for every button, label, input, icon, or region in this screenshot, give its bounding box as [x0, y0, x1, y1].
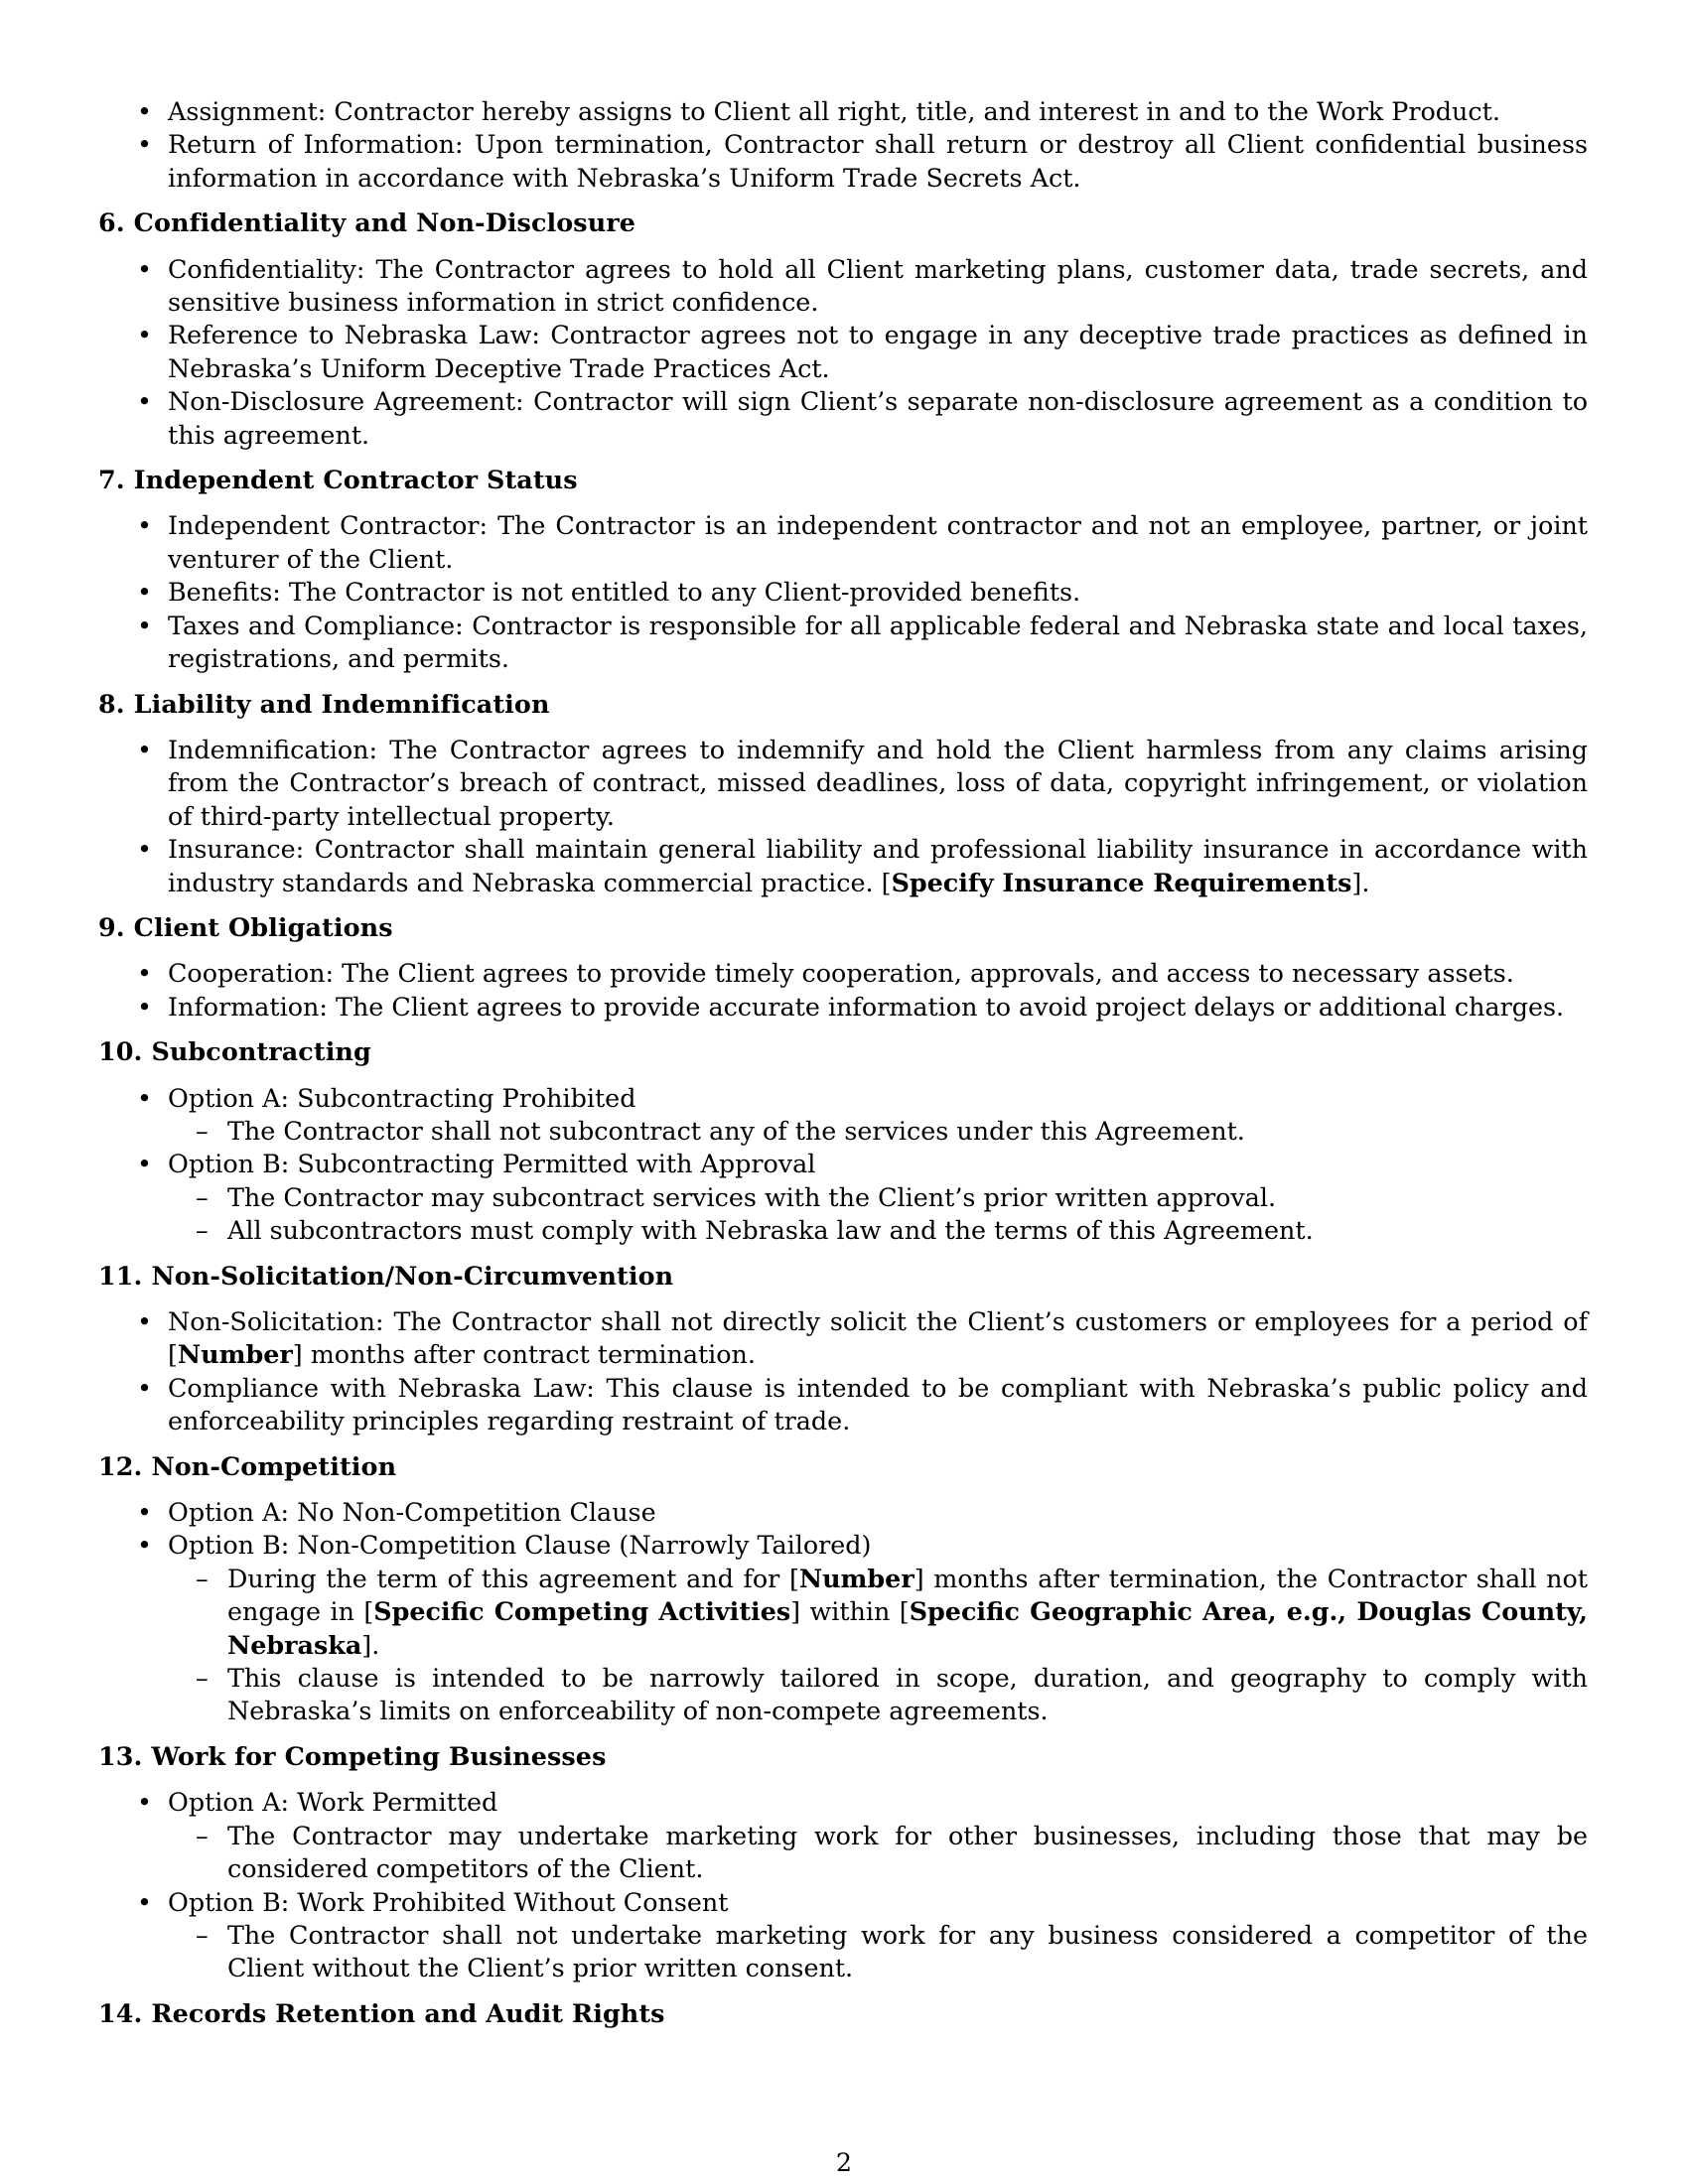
section-title: Liability and Indemnification: [133, 688, 550, 719]
section-title: Non-Competition: [151, 1450, 397, 1481]
non-solicitation-text-end: months after contract termination.: [310, 1339, 756, 1370]
section-heading-11: [98, 1260, 1588, 1293]
option-label: Option B: Non-Competition Clause (Narrowly Tailored): [168, 1530, 872, 1561]
list-item-option-b: [168, 1529, 1588, 1727]
sub-list-item: – The Contractor shall not undertake marketing work for any business considered a competitor of the Client without the Client’s prior written consent.: [227, 1919, 1588, 1985]
section-number: 13.: [98, 1740, 143, 1771]
option-label: Option A: Subcontracting Prohibited: [168, 1082, 636, 1113]
placeholder-number: Number: [798, 1563, 914, 1593]
placeholder-insurance: Specify Insurance Requirements: [891, 867, 1352, 897]
section-heading-12: [98, 1450, 1588, 1483]
sub-list: [168, 1181, 1588, 1248]
list-item-insurance: • Insurance: Contractor shall maintain general liability and professional liability insurance in accordance with industry standards and Nebraska commercial practice. [Specify Insurance Requirements].: [168, 833, 1588, 899]
section-number: 6.: [98, 207, 125, 238]
sub-list-item: – This clause is intended to be narrowly tailored in scope, duration, and geography to comply with Nebraska’s limits on enforceability of non-compete agreements.: [227, 1662, 1588, 1728]
list-item: • Indemnification: The Contractor agrees to indemnify and hold the Client harmless from any claims arising from the Contractor’s breach of contract, missed deadlines, loss of data, copyright infringement, or violation of third-party intellectual property.: [168, 734, 1588, 833]
list-item: • Return of Information: Upon termination, Contractor shall return or destroy all Client confidential business information in accordance with Nebraska’s Uniform Trade Secrets Act.: [168, 128, 1588, 195]
section-6-list: [98, 253, 1588, 452]
section-title: Records Retention and Audit Rights: [151, 1997, 665, 2028]
section-heading-8: [98, 688, 1588, 721]
section-number: 12.: [98, 1450, 143, 1481]
intro-list: [98, 95, 1588, 195]
sub-list-item: – The Contractor may undertake marketing work for other businesses, including those that may be considered competitors of the Client.: [227, 1820, 1588, 1886]
clause-text: months after termination, the Contractor shall not engage in: [227, 1563, 1589, 1627]
section-heading-7: [98, 464, 1588, 496]
list-item-option-b: [168, 1886, 1588, 1985]
clause-text: within: [809, 1596, 891, 1627]
list-item: • Compliance with Nebraska Law: This clause is intended to be compliant with Nebraska’s public policy and enforceability principles regarding restraint of trade.: [168, 1372, 1588, 1438]
page-number: 2: [835, 2147, 853, 2177]
section-number: 11.: [98, 1260, 143, 1291]
insurance-text: Insurance: Contractor shall maintain general liability and professional liability insurance in accordance with industry standards and Nebraska commercial practice.: [168, 834, 1588, 897]
sub-list: [168, 1820, 1588, 1886]
option-label: Option B: Work Prohibited Without Consent: [168, 1886, 729, 1917]
section-number: 14.: [98, 1997, 143, 2028]
section-10-list: [98, 1082, 1588, 1248]
section-number: 7.: [98, 465, 125, 495]
list-item: • Reference to Nebraska Law: Contractor agrees not to engage in any deceptive trade practices as defined in Nebraska’s Uniform Deceptive Trade Practices Act.: [168, 319, 1588, 385]
list-item: • Assignment: Contractor hereby assigns to Client all right, title, and interest in and to the Work Product.: [168, 95, 1588, 128]
section-12-list: [98, 1496, 1588, 1728]
section-8-list: [98, 734, 1588, 899]
sub-list: [168, 1115, 1588, 1148]
list-item-option-a: [168, 1082, 1588, 1149]
section-heading-10: [98, 1035, 1588, 1068]
list-item-option-b: [168, 1148, 1588, 1247]
sub-list-item: – The Contractor shall not subcontract any of the services under this Agreement.: [227, 1115, 1588, 1148]
section-heading-6: [98, 206, 1588, 239]
sub-list-item: – All subcontractors must comply with Nebraska law and the terms of this Agreement.: [227, 1214, 1588, 1247]
sub-list-item: – The Contractor may subcontract services with the Client’s prior written approval.: [227, 1181, 1588, 1214]
section-title: Client Obligations: [133, 911, 393, 942]
section-title: Independent Contractor Status: [133, 465, 578, 495]
list-item: • Benefits: The Contractor is not entitled to any Client-provided benefits.: [168, 576, 1588, 609]
section-number: 9.: [98, 911, 125, 942]
section-heading-14: [98, 1997, 1588, 2030]
section-number: 8.: [98, 688, 125, 719]
sub-list: [168, 1563, 1588, 1728]
section-title: Subcontracting: [151, 1036, 371, 1067]
list-item: • Cooperation: The Client agrees to provide timely cooperation, approvals, and access to necessary assets.: [168, 957, 1588, 990]
section-13-list: [98, 1786, 1588, 1984]
document-page: [98, 95, 1588, 2043]
section-7-list: [98, 509, 1588, 675]
option-label: Option A: Work Permitted: [168, 1787, 498, 1818]
section-title: Confidentiality and Non-Disclosure: [133, 207, 635, 238]
sub-list: [168, 1919, 1588, 1985]
non-solicitation-text: Non-Solicitation: The Contractor shall not directly solicit the Client’s customers or employees for a period of: [168, 1306, 1588, 1336]
list-item: • Confidentiality: The Contractor agrees to hold all Client marketing plans, customer data, trade secrets, and sensitive business information in strict confidence.: [168, 253, 1588, 320]
section-title: Non-Solicitation/Non-Circumvention: [151, 1260, 674, 1291]
placeholder-area: Specific Geographic Area, e.g., Douglas County, Nebraska: [227, 1596, 1589, 1660]
clause-text: During the term of this agreement and for: [227, 1563, 780, 1593]
placeholder-number: Number: [177, 1339, 293, 1370]
placeholder-activities: Specific Competing Activities: [373, 1596, 791, 1627]
option-label: Option B: Subcontracting Permitted with Approval: [168, 1149, 816, 1179]
section-title: Work for Competing Businesses: [151, 1740, 607, 1771]
section-heading-13: [98, 1740, 1588, 1773]
list-item: • Taxes and Compliance: Contractor is responsible for all applicable federal and Nebraska state and local taxes, registrations, and permits.: [168, 610, 1588, 676]
section-11-list: [98, 1305, 1588, 1438]
list-item-option-a: • Option A: No Non-Competition Clause: [168, 1496, 1588, 1529]
sub-list-item: – During the term of this agreement and for [Number] months after termination, the Contractor shall not engage in [Specific Competing Activities] within [Specific Geographic Area, e.g., Douglas County, Nebraska].: [227, 1563, 1588, 1662]
section-9-list: [98, 957, 1588, 1024]
section-number: 10.: [98, 1036, 143, 1067]
list-item: • Independent Contractor: The Contractor is an independent contractor and not an employee, partner, or joint venturer of the Client.: [168, 509, 1588, 576]
section-heading-9: [98, 911, 1588, 944]
list-item-option-a: [168, 1786, 1588, 1885]
list-item-non-solicitation: • Non-Solicitation: The Contractor shall not directly solicit the Client’s customers or employees for a period of [Number] months after contract termination.: [168, 1305, 1588, 1372]
list-item: • Information: The Client agrees to provide accurate information to avoid project delays or additional charges.: [168, 991, 1588, 1024]
list-item: • Non-Disclosure Agreement: Contractor will sign Client’s separate non-disclosure agreement as a condition to this agreement.: [168, 385, 1588, 452]
